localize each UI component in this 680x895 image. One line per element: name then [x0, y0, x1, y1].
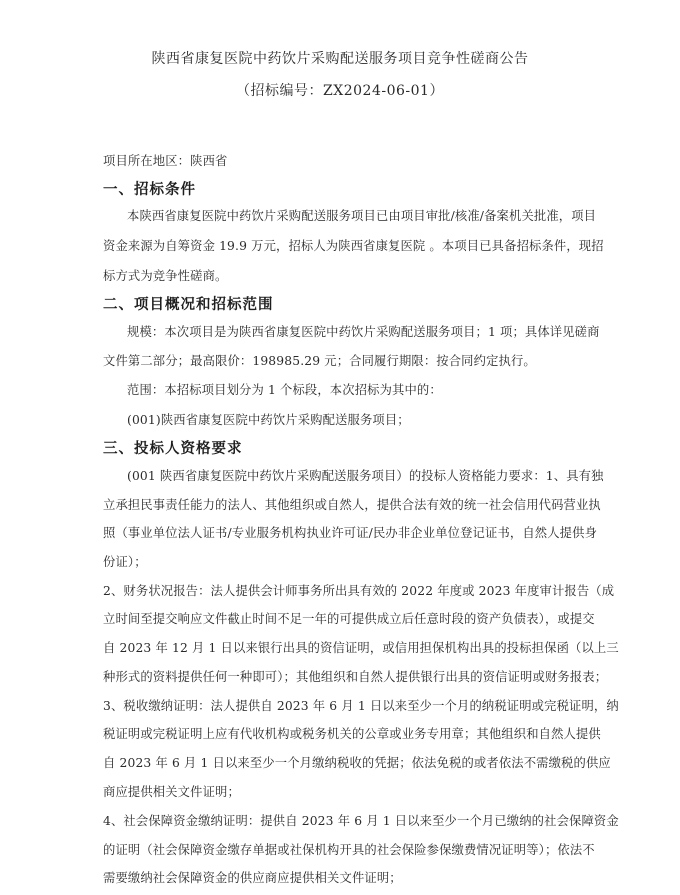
body-line: 范围：本招标项目划分为 1 个标段，本次招标为其中的：	[127, 383, 442, 397]
body-line: 文件第二部分；最高限价：198985.29 元；合同履行期限：按合同约定执行。	[103, 354, 536, 368]
section-heading: 三、投标人资格要求	[103, 441, 243, 457]
body-line: (001 陕西省康复医院中药饮片采购配送服务项目）的投标人资格能力要求：1、具有独	[127, 469, 604, 483]
document-title: 陕西省康复医院中药饮片采购配送服务项目竞争性磋商公告	[151, 51, 529, 67]
body-line: 自 2023 年 12 月 1 日以来银行出具的资信证明，或信用担保机构出具的投标担保函（以上三	[103, 641, 619, 655]
body-line: 本陕西省康复医院中药饮片采购配送服务项目已由项目审批/核准/备案机关批准，项目	[127, 209, 597, 223]
body-line: 的证明（社会保障资金缴存单据或社保机构开具的社会保险参保缴费情况证明等）；依法不	[103, 843, 595, 857]
body-line: 税证明或完税证明上应有代收机构或税务机关的公章或业务专用章；其他组织和自然人提供	[103, 727, 601, 741]
body-line: 立时间至提交响应文件截止时间不足一年的可提供成立后任意时段的资产负债表），或提交	[103, 612, 595, 626]
body-line: 3、税收缴纳证明：法人提供自 2023 年 6 月 1 日以来至少一个月的纳税证明或完税证明，纳	[103, 699, 619, 713]
body-line: 种形式的资料提供任何一种即可）；其他组织和自然人提供银行出具的资信证明或财务报表；	[103, 670, 608, 684]
body-line: 规模：本次项目是为陕西省康复医院中药饮片采购配送服务项目；1 项；具体详见磋商	[127, 325, 600, 339]
body-line: 商应提供相关文件证明；	[103, 785, 240, 799]
body-line: 资金来源为自筹资金 19.9 万元，招标人为陕西省康复医院 。本项目已具备招标条件，现招	[103, 239, 604, 253]
body-line: 立承担民事责任能力的法人、其他组织或自然人，提供合法有效的统一社会信用代码营业执	[103, 498, 601, 512]
body-line: 4、社会保障资金缴纳证明：提供自 2023 年 6 月 1 日以来至少一个月已缴纳的社会保障资金	[103, 814, 619, 828]
body-line: 自 2023 年 6 月 1 日以来至少一个月缴纳税收的凭据；依法免税的或者依法不需缴税的供应	[103, 756, 611, 770]
body-line: 份证）；	[103, 555, 147, 569]
section-heading: 二、项目概况和招标范围	[103, 297, 274, 313]
section-heading: 一、招标条件	[103, 182, 196, 198]
body-line: 2、财务状况报告：法人提供会计师事务所出具有效的 2022 年度或 2023 年度审计报告（成	[103, 584, 615, 598]
body-line: 照（事业单位法人证书/专业服务机构执业许可证/民办非企业单位登记证书，自然人提供身	[103, 526, 598, 540]
project-region: 项目所在地区：陕西省	[103, 154, 228, 168]
body-line: 标方式为竞争性磋商。	[103, 269, 228, 283]
body-line: 需要缴纳社会保障资金的供应商应提供相关文件证明；	[103, 871, 402, 885]
body-line: (001)陕西省康复医院中药饮片采购配送服务项目；	[127, 413, 410, 427]
bid-number: （招标编号：ZX2024-06-01）	[236, 83, 444, 99]
